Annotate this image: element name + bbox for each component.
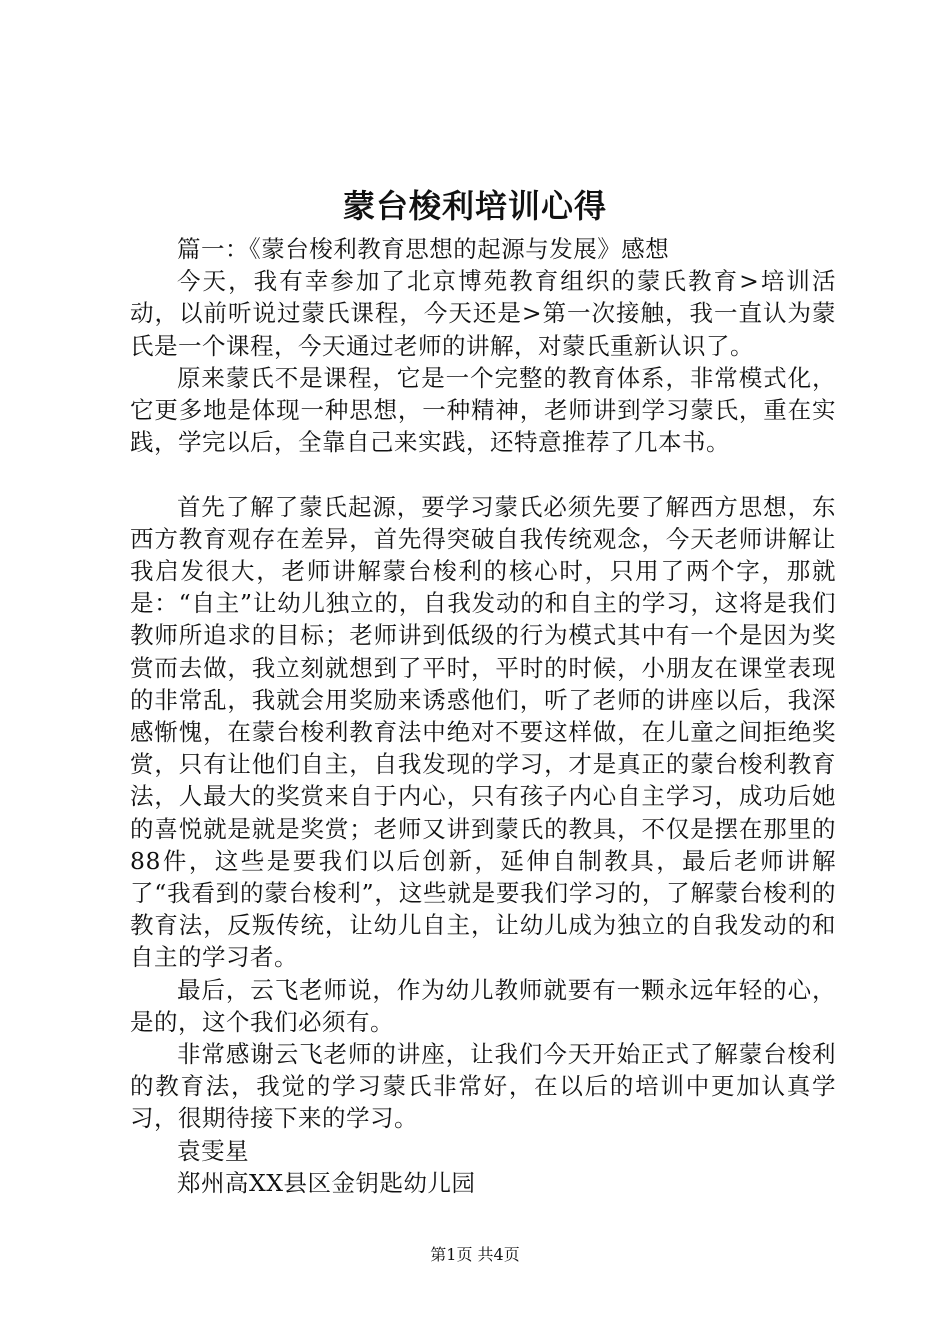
paragraph-intro: 今天，我有幸参加了北京博苑教育组织的蒙氏教育>培训活动，以前听说过蒙氏课程，今天还是>第一次接触，我一直认为蒙氏是一个课程，今天通过老师的讲解，对蒙氏重新认识了。 xyxy=(130,267,836,360)
document-body xyxy=(130,233,836,1199)
paragraph-origin: 首先了解了蒙氏起源，要学习蒙氏必须先要了解西方思想，东西方教育观存在差异，首先得突破自我传统观念，今天老师讲解让我启发很大，老师讲解蒙台梭利的核心时，只用了两个字，那就是：“自主”让幼儿独立的，自我发动的和自主的学习，这将是我们教师所追求的目标；老师讲到低级的行为模式其中有一个是因为奖赏而去做，我立刻就想到了平时，平时的时候，小朋友在课堂表现的非常乱，我就会用奖励来诱惑他们，听了老师的讲座以后，我深感惭愧，在蒙台梭利教育法中绝对不要这样做，在儿童之间拒绝奖赏，只有让他们自主，自我发现的学习，才是真正的蒙台梭利教育法，人最大的奖赏来自于内心，只有孩子内心自主学习，成功后她的喜悦就是就是奖赏；老师又讲到蒙氏的教具，不仅是摆在那里的88件，这些是要我们以后创新，延伸自制教具，最后老师讲解了“我看到的蒙台梭利”，这些就是要我们学习的，了解蒙台梭利的教育法，反叛传统，让幼儿自主，让幼儿成为独立的自我发动的和自主的学习者。 xyxy=(130,492,836,972)
document-title: 蒙台梭利培训心得 xyxy=(342,187,607,225)
blank-line xyxy=(130,458,836,490)
author-organization: 郑州高XX县区金钥匙幼儿园 xyxy=(177,1168,476,1197)
paragraph-conclusion: 最后，云飞老师说，作为幼儿教师就要有一颗永远年轻的心，是的，这个我们必须有。 xyxy=(130,975,836,1036)
section-heading: 篇一：《蒙台梭利教育思想的起源与发展》感想 xyxy=(177,235,670,263)
paragraph-system: 原来蒙氏不是课程，它是一个完整的教育体系，非常模式化，它更多地是体现一种思想，一种精神，老师讲到学习蒙氏，重在实践，学完以后，全靠自己来实践，还特意推荐了几本书。 xyxy=(130,363,836,457)
author-name: 袁雯星 xyxy=(177,1136,249,1165)
paragraph-thanks: 非常感谢云飞老师的讲座，让我们今天开始正式了解蒙台梭利的教育法，我觉的学习蒙氏非常好，在以后的培训中更加认真学习，很期待接下来的学习。 xyxy=(130,1040,836,1133)
page-number: 第1页 共4页 xyxy=(430,1245,520,1264)
